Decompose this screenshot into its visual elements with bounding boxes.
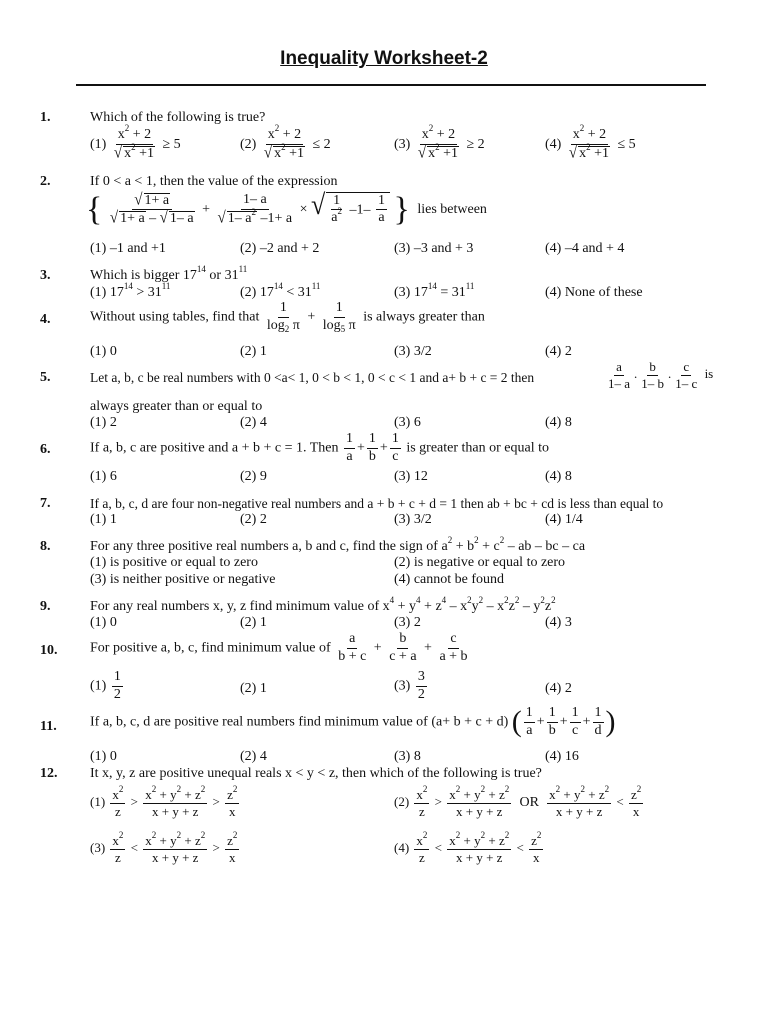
- option-4: (4) 2: [545, 681, 572, 696]
- question-number: 7.: [40, 496, 51, 511]
- option-1: (1) is positive or equal to zero: [90, 555, 258, 570]
- option-4: (4) 16: [545, 749, 579, 764]
- option-3: (3) $17^{14} = 31^{11}$: [394, 281, 475, 300]
- option-2: (2) 1: [240, 344, 267, 359]
- question-number: 11.: [40, 719, 57, 734]
- option-2: (2) –2 and + 2: [240, 241, 320, 256]
- option-3: (3) 6: [394, 415, 421, 430]
- question-text: If a, b, c, d are positive real numbers find minimum value of (a+ b + c + d) ( $\frac{1}{a}$ + $\frac{1}{b}$ + $\frac{1}{c}$ + $\frac{1}{d}$ ): [90, 705, 616, 739]
- option-4: (4) $\frac{x^2 + 2}{√ x^2 +1}$ ≤ 5: [545, 123, 636, 162]
- question-number: 6.: [40, 442, 51, 457]
- option-3: (3) 3/2: [394, 512, 432, 527]
- option-2: (2) 9: [240, 469, 267, 484]
- question-text: It x, y, z are positive unequal reals x < y < z, then which of the following is true?: [90, 766, 542, 781]
- question-number: 1.: [40, 110, 51, 125]
- question-text: If a, b, c, d are four non-negative real numbers and a + b + c + d = 1 then ab + bc + cd is less than equal to: [90, 496, 664, 511]
- option-2: (2) 1: [240, 681, 267, 696]
- question-number: 9.: [40, 599, 51, 614]
- option-3: (3) 3/2: [394, 344, 432, 359]
- question-number: 5.: [40, 370, 51, 385]
- option-3: (3) –3 and + 3: [394, 241, 474, 256]
- question-number: 2.: [40, 174, 51, 189]
- option-2: (2) $17^{14} < 31^{11}$: [240, 281, 321, 300]
- option-2: (2) 1: [240, 615, 267, 630]
- option-2: (2) 4: [240, 415, 267, 430]
- option-4: (4) 8: [545, 415, 572, 430]
- title-rule: [76, 84, 706, 86]
- option-3: (3) 8: [394, 749, 421, 764]
- question-text: For any real numbers x, y, z find minimum value of $x^4 + y^4 + z^4 - x^2y^2 - x^2z^2 - y^2z^2$: [90, 595, 556, 614]
- expression: { $\frac{√ 1+ a}{√ 1+ a - √ 1- a}$ + $\frac{1- a}{√ 1- a^2 -1+ a}$ × √ $\frac{1}{a^2}$ –1– $\frac{1}{a}$ } lies between: [86, 188, 487, 228]
- option-3: (3) $\frac{3}{2}$: [394, 669, 425, 702]
- option-4: (4) 2: [545, 344, 572, 359]
- page-title: Inequality Worksheet-2: [280, 48, 488, 69]
- option-3: (3) $\frac{x^2 + 2}{√ x^2 +1}$ ≥ 2: [394, 123, 485, 162]
- question-number: 8.: [40, 539, 51, 554]
- option-2: (2) $\frac{x^2 + 2}{√ x^2 +1}$ ≤ 2: [240, 123, 331, 162]
- option-4: (4) None of these: [545, 285, 643, 300]
- question-text: Which is bigger $17^{14}$ or $31^{11}$: [90, 264, 248, 283]
- option-4: (4) 3: [545, 615, 572, 630]
- option-2: (2) 4: [240, 749, 267, 764]
- question-text: If 0 < a < 1, then the value of the expression: [90, 174, 338, 189]
- option-1: (1) $17^{14} > 31^{11}$: [90, 281, 171, 300]
- option-1: (1) $\frac{x^2}{z}$ > $\frac{x^2 + y^2 + z^2}{x + y + z}$ > $\frac{z^2}{x}$: [90, 784, 238, 819]
- option-4: (4) 8: [545, 469, 572, 484]
- option-1: (1) 1: [90, 512, 117, 527]
- option-3: (3) 2: [394, 615, 421, 630]
- option-1: (1) $\frac{1}{2}$: [90, 669, 121, 702]
- option-2: (2) $\frac{x^2}{z}$ > $\frac{x^2 + y^2 + z^2}{x + y + z}$ OR $\frac{x^2 + y^2 + z^2}{x + y + z}$ < $\frac{z^2}{x}$: [394, 784, 642, 819]
- question-text: Let a, b, c be real numbers with 0 <a< 1, 0 < b < 1, 0 < c < 1 and a+ b + c = 2 then: [90, 370, 535, 385]
- option-1: (1) –1 and +1: [90, 241, 166, 256]
- question-number: 10.: [40, 643, 58, 658]
- question-text: Without using tables, find that $\frac{1}{\log_2 \pi}$ + $\frac{1}{\log_5 \pi}$ is always greater than: [90, 300, 485, 334]
- option-4: (4) –4 and + 4: [545, 241, 625, 256]
- question-text-line2: always greater than or equal to: [90, 399, 263, 414]
- option-1: (1) 0: [90, 749, 117, 764]
- option-4: (4) 1/4: [545, 512, 583, 527]
- option-4: (4) $\frac{x^2}{z}$ < $\frac{x^2 + y^2 + z^2}{x + y + z}$ < $\frac{z^2}{x}$: [394, 830, 542, 865]
- option-3: (3) 12: [394, 469, 428, 484]
- option-1: (1) 0: [90, 344, 117, 359]
- option-1: (1) 2: [90, 415, 117, 430]
- option-1: (1) 0: [90, 615, 117, 630]
- option-1: (1) 6: [90, 469, 117, 484]
- question-number: 3.: [40, 268, 51, 283]
- question-text: For positive a, b, c, find minimum value of $\frac{a}{b + c}$ + $\frac{b}{c + a}$ + $\frac{c}{a + b}$: [90, 631, 468, 664]
- option-3: (3) is neither positive or negative: [90, 572, 276, 587]
- option-3: (3) $\frac{x^2}{z}$ < $\frac{x^2 + y^2 + z^2}{x + y + z}$ > $\frac{z^2}{x}$: [90, 830, 238, 865]
- question-number: 4.: [40, 312, 51, 327]
- option-2: (2) is negative or equal to zero: [394, 555, 566, 570]
- option-2: (2) 2: [240, 512, 267, 527]
- question-text: If a, b, c are positive and a + b + c = 1. Then $\frac{1}{a}$ + $\frac{1}{b}$ + $\frac{1}{c}$ is greater than or equal to: [90, 431, 549, 464]
- expression: $\frac{a}{1- a}$ . $\frac{b}{1- b}$ . $\frac{c}{1- c}$ is: [608, 359, 714, 391]
- option-1: (1) $\frac{x^2 + 2}{√ x^2 +1}$ ≥ 5: [90, 123, 181, 162]
- question-text: Which of the following is true?: [90, 110, 266, 125]
- question-number: 12.: [40, 766, 58, 781]
- option-4: (4) cannot be found: [394, 572, 505, 587]
- question-text: For any three positive real numbers a, b and c, find the sign of $a^2 + b^2 + c^2$ – ab – bc – ca: [90, 535, 586, 554]
